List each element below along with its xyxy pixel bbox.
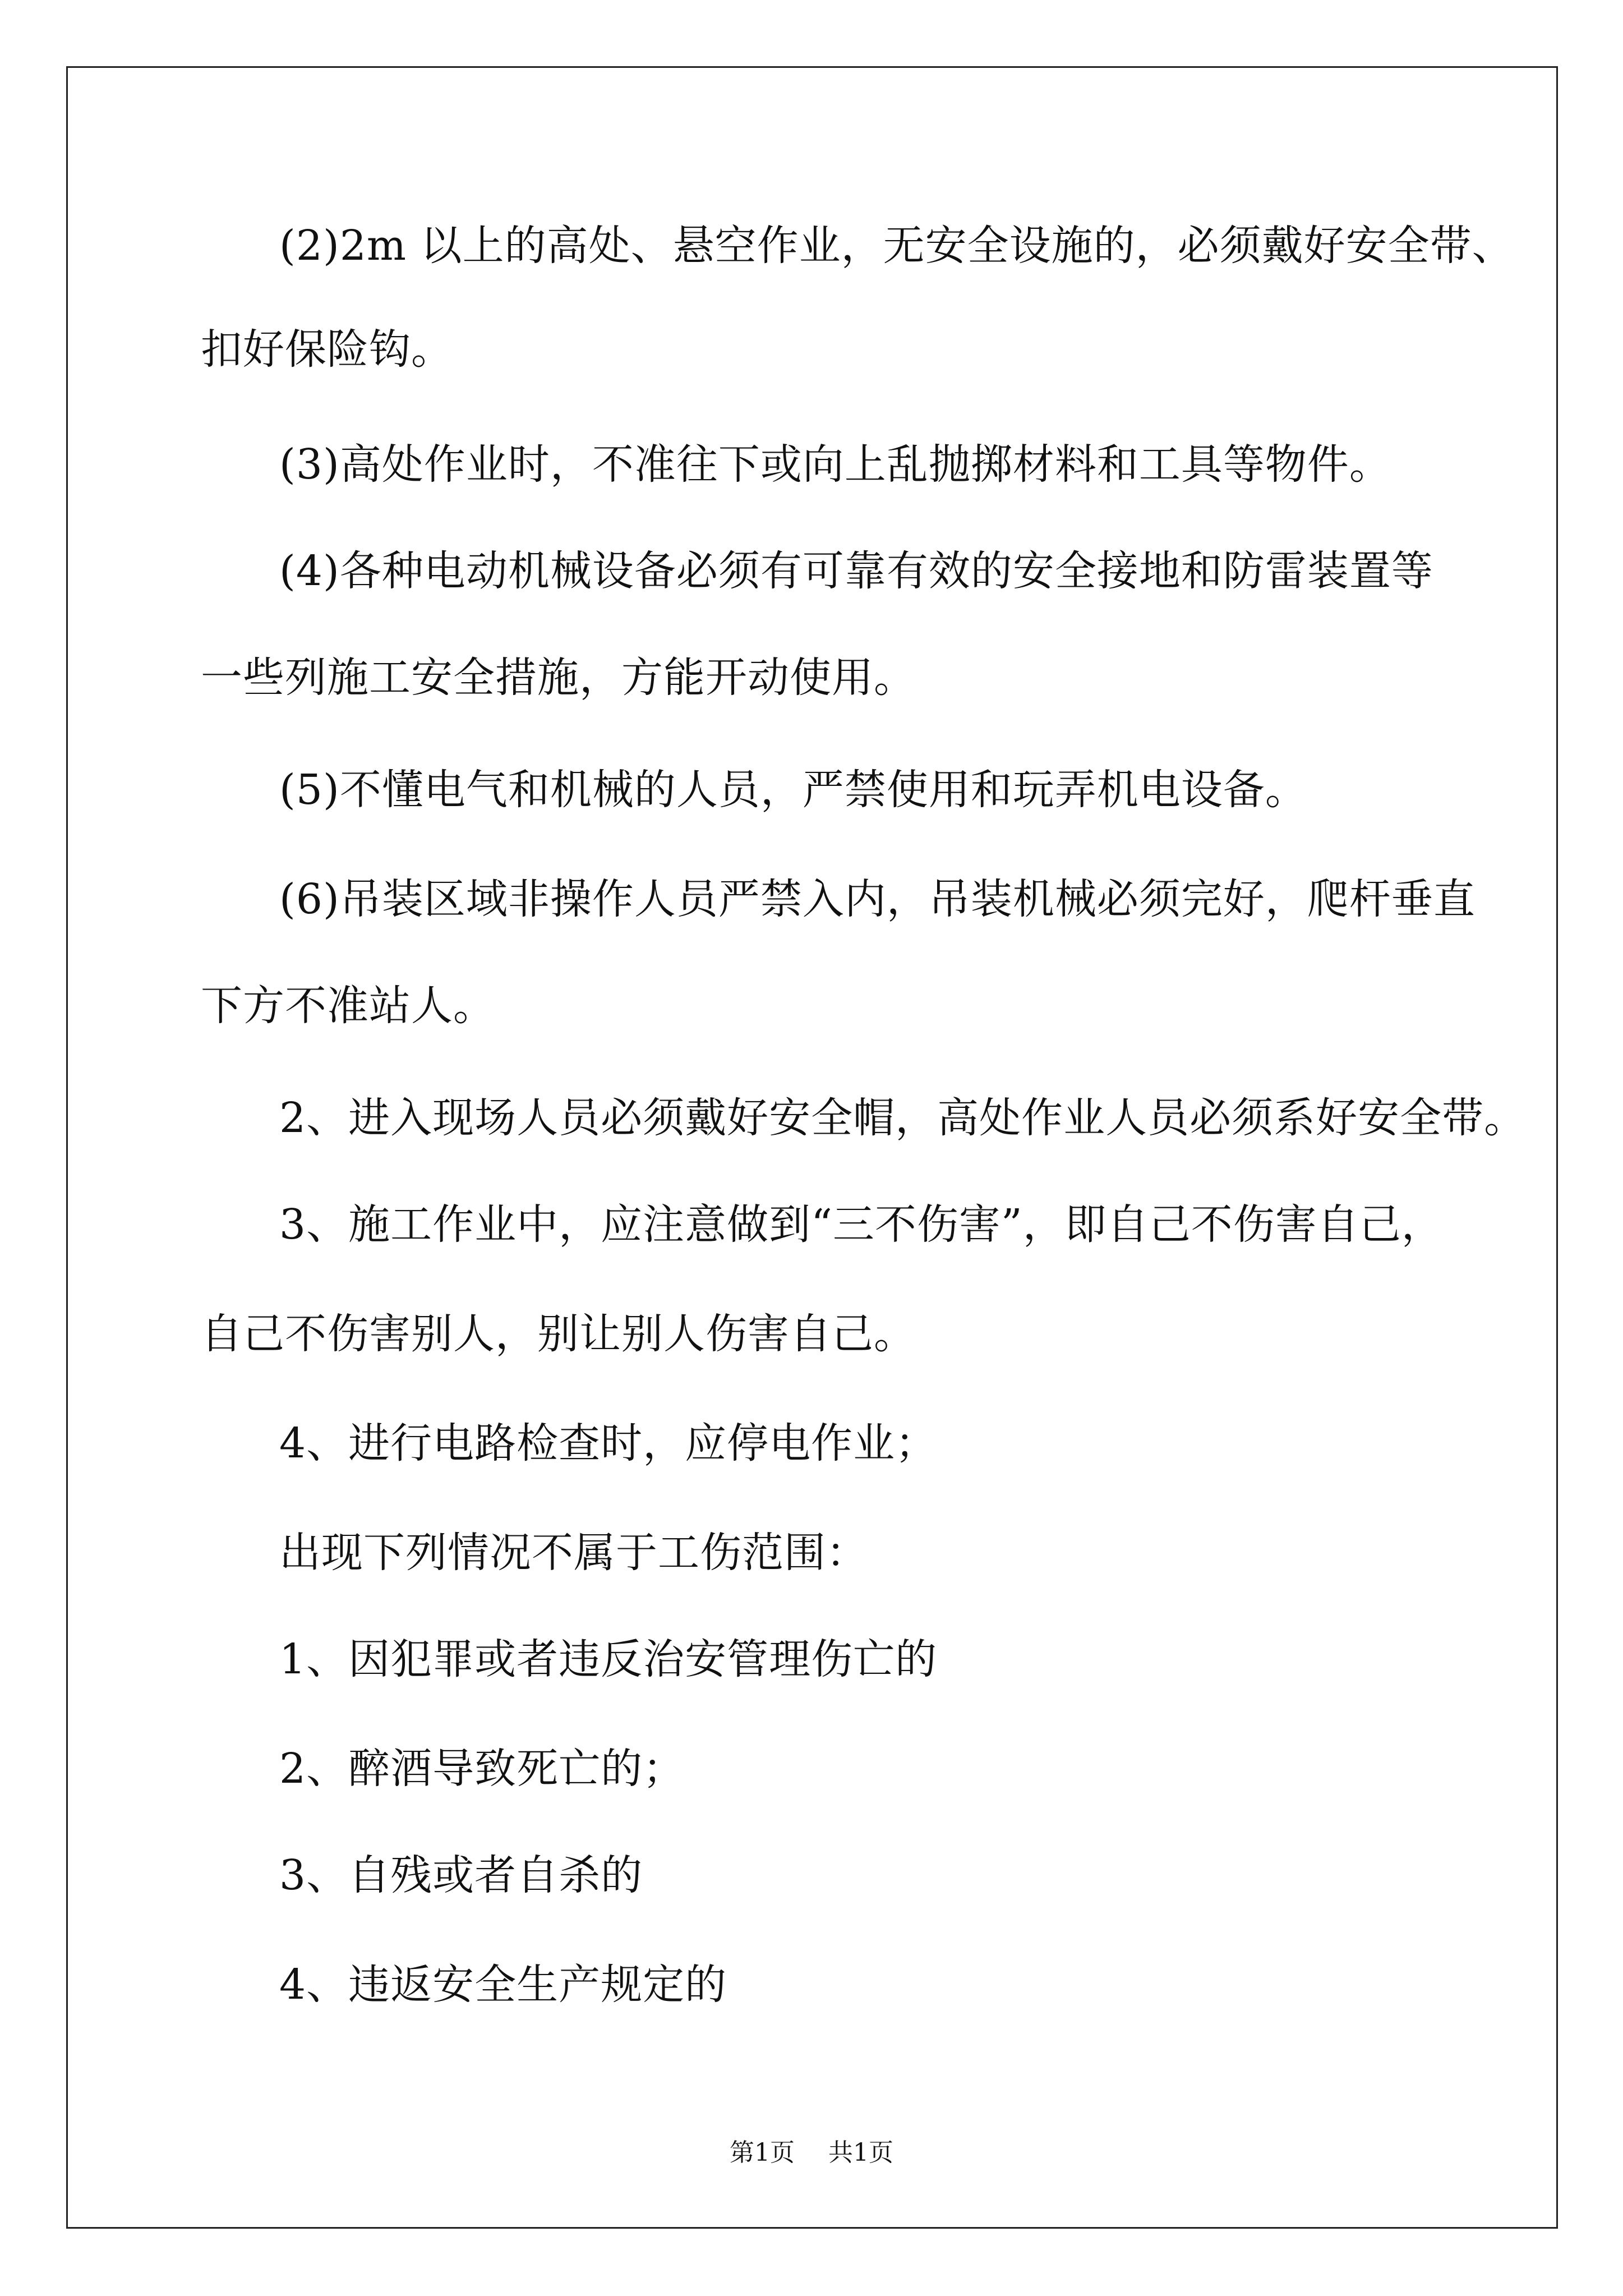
paragraph-line: 1、因犯罪或者违反治安管理伤亡的 xyxy=(279,1635,938,1683)
paragraph-line: (3)高处作业时，不准往下或向上乱抛掷材料和工具等物件。 xyxy=(279,440,1391,489)
paragraph-line: 下方不准站人。 xyxy=(201,982,495,1030)
paragraph-line: (5)不懂电气和机械的人员，严禁使用和玩弄机电设备。 xyxy=(279,766,1307,814)
paragraph-line: 2、进入现场人员必须戴好安全帽，高处作业人员必须系好安全带。 xyxy=(279,1094,1527,1142)
paragraph-line: 一些列施工安全措施，方能开动使用。 xyxy=(201,654,916,702)
paragraph-line: (6)吊装区域非操作人员严禁入内，吊装机械必须完好，爬杆垂直 xyxy=(279,875,1476,923)
page-border xyxy=(66,66,1558,2229)
paragraph-line: 3、施工作业中，应注意做到“三不伤害”，即自己不伤害自己， xyxy=(279,1200,1444,1249)
paragraph-line: (2)2m 以上的高处、悬空作业，无安全设施的，必须戴好安全带、 xyxy=(279,222,1514,270)
paragraph-line: 3、自残或者自杀的 xyxy=(279,1851,643,1899)
paragraph-line: 2、醉酒导致死亡的； xyxy=(279,1745,685,1793)
page-footer xyxy=(0,2136,1623,2170)
paragraph-line: 4、违返安全生产规定的 xyxy=(279,1961,727,2009)
paragraph-line: 出现下列情况不属于工伤范围： xyxy=(279,1529,868,1577)
paragraph-line: 4、进行电路检查时，应停电作业； xyxy=(279,1419,938,1467)
paragraph-line: (4)各种电动机械设备必须有可靠有效的安全接地和防雷装置等 xyxy=(279,547,1433,595)
paragraph-line: 扣好保险钩。 xyxy=(201,325,453,374)
page-number: 第1页 xyxy=(730,2138,795,2167)
page-total: 共1页 xyxy=(828,2138,893,2167)
paragraph-line: 自己不伤害别人，别让别人伤害自己。 xyxy=(201,1310,916,1358)
